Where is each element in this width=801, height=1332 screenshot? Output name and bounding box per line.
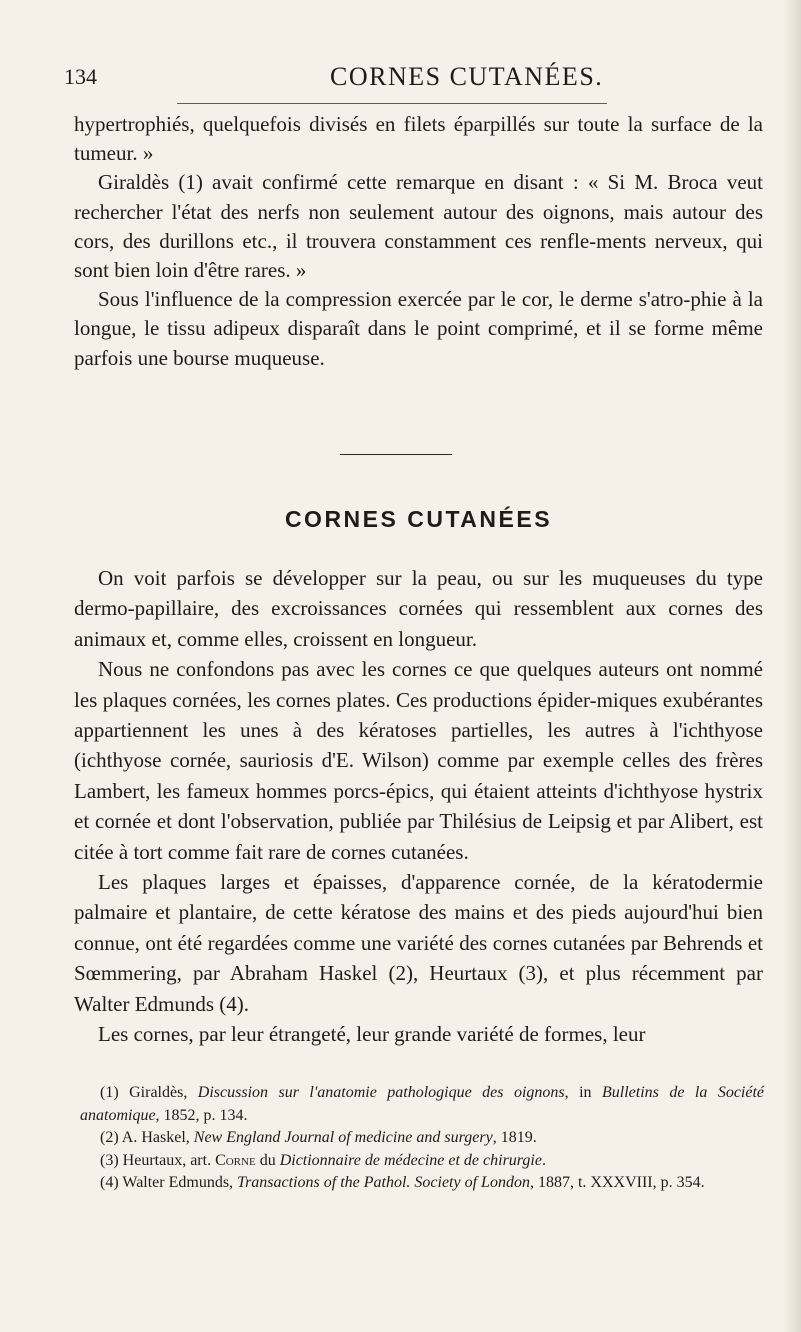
footnote-3 — [80, 1150, 764, 1173]
footnote-caps-word: Corne — [215, 1151, 256, 1169]
footnote-suffix: , 1887, t. XXXVIII, p. 354. — [529, 1174, 705, 1192]
footnote-2 — [80, 1127, 764, 1150]
footnote-journal: Bulletins de la Société anatomique — [80, 1084, 765, 1124]
paragraph: Giraldès (1) avait confirmé cette remarque en disant : « Si M. Broca veut rechercher l'état des nerfs non seulement autour des oignons, mais autour des cors, des durillons etc., il trouvera constamment ces renfle-ments nerveux, qui sont bien loin d'être rares. » — [74, 170, 763, 283]
paragraph: Sous l'influence de la compression exercée par le cor, le derme s'atro-phie à la longue, le tissu adipeux disparaît dans le point comprimé, et il se forme même parfois une bourse muqueuse. — [74, 287, 763, 370]
footnote-suffix: , 1852, p. 134. — [155, 1106, 248, 1124]
section-title: CORNES CUTANÉES — [284, 506, 553, 532]
footnote-prefix: (4) Walter Edmunds, — [100, 1174, 238, 1192]
footnote-middle: du — [255, 1151, 280, 1169]
paragraph: Nous ne confondons pas avec les cornes ce que quelques auteurs ont nommé les plaques cornées, les cornes plates. Ces productions épider-miques exubérantes appartiennent les unes à des kératoses partielles, les autres à l'ichthyose (ichthyose cornée, sauriosis d'E. Wilson) comme par exemple celles des frères Lambert, les fameux hommes porcs-épics, qui étaient atteints d'ichthyose hystrix et cornée et dont l'observation, publiée par Thilésius de Leipsig et par Alibert, est citée à tort comme fait rare de cornes cutanées. — [74, 657, 763, 864]
footnote-prefix: (1) Giraldès, — [100, 1084, 198, 1101]
footnote-4 — [80, 1172, 764, 1195]
paragraph: On voit parfois se développer sur la peau, ou sur les muqueuses du type dermo-papillaire, des excroissances cornées qui ressemblent aux cornes des animaux et, comme elles, croissent en longueur. — [74, 566, 763, 651]
continued-text — [74, 110, 763, 373]
footnote-title: Discussion sur l'anatomie pathologique des oignons — [197, 1084, 565, 1101]
header-rule — [177, 103, 607, 104]
footnote-suffix: , 1819. — [492, 1129, 537, 1147]
footnote-suffix: . — [541, 1151, 546, 1169]
section-separator — [340, 454, 452, 455]
footnote-middle: , in — [564, 1084, 602, 1101]
running-title: CORNES CUTANÉES. — [330, 62, 604, 91]
footnote-prefix: (3) Heurtaux, art. — [100, 1151, 216, 1169]
paragraph: Les plaques larges et épaisses, d'apparence cornée, de la kératodermie palmaire et plantaire, de cette kératose des mains et des pieds aujourd'hui bien connue, ont été regardées comme une variété des cornes cutanées par Behrends et Sœmmering, par Abraham Haskel (2), Heurtaux (3), et plus récemment par Walter Edmunds (4). — [74, 870, 763, 1016]
footnotes — [80, 1082, 764, 1195]
page-number: 134 — [64, 64, 97, 89]
section-text — [74, 563, 763, 1050]
footnote-journal: Transactions of the Pathol. Society of London — [237, 1174, 530, 1192]
footnote-prefix: (2) A. Haskel, — [100, 1129, 194, 1147]
footnote-journal: Dictionnaire de médecine et de chirurgie — [279, 1151, 542, 1169]
page-edge-shadow — [783, 0, 801, 1332]
footnote-journal: New England Journal of medicine and surgery — [193, 1129, 493, 1147]
footnote-1 — [80, 1082, 764, 1127]
paragraph: Les cornes, par leur étrangeté, leur grande variété de formes, leur — [98, 1022, 646, 1047]
paragraph: hypertrophiés, quelquefois divisés en filets éparpillés sur toute la surface de la tumeur. » — [74, 112, 763, 166]
